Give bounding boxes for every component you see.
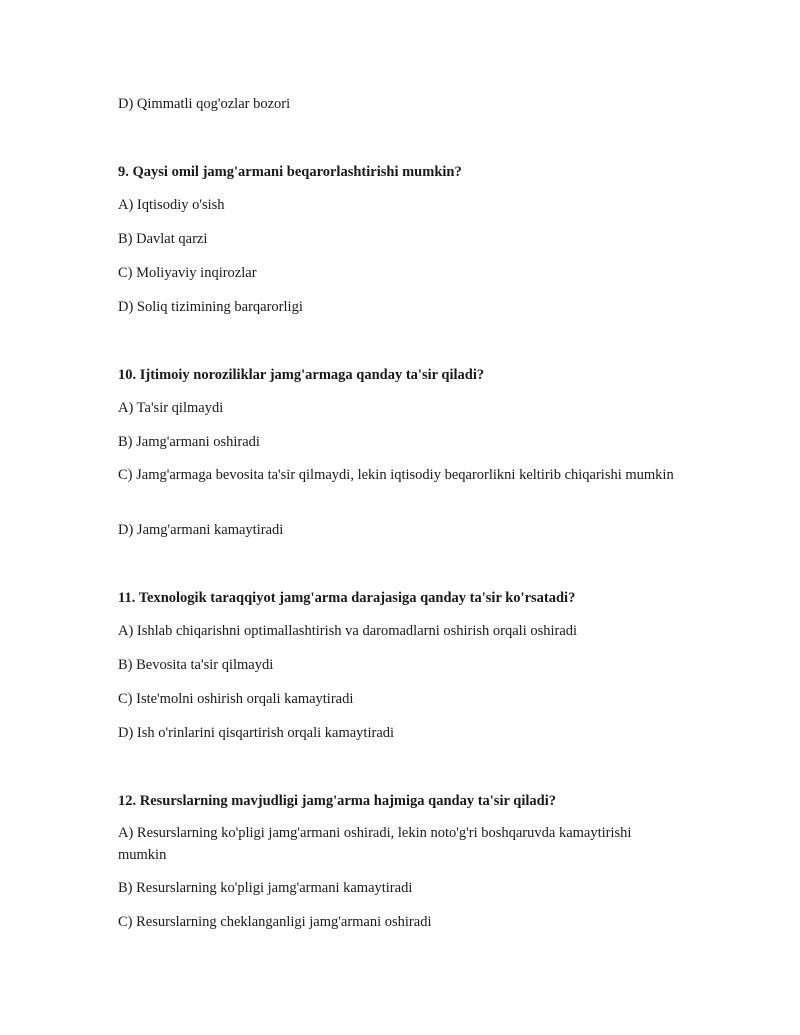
question-10: 10. Ijtimoiy noroziliklar jamg'armaga qanday ta'sir qiladi? bbox=[118, 367, 485, 383]
q9-option-d: D) Soliq tizimining barqarorligi bbox=[118, 299, 303, 315]
question-11: 11. Texnologik taraqqiyot jamg'arma darajasiga qanday ta'sir ko'rsatadi? bbox=[118, 590, 576, 606]
q9-option-b: B) Davlat qarzi bbox=[118, 231, 208, 247]
q12-option-b: B) Resurslarning ko'pligi jamg'armani kamaytiradi bbox=[118, 880, 413, 896]
option-prev-d: D) Qimmatli qog'ozlar bozori bbox=[118, 96, 291, 112]
q10-option-d: D) Jamg'armani kamaytiradi bbox=[118, 522, 284, 538]
question-12: 12. Resurslarning mavjudligi jamg'arma hajmiga qanday ta'sir qiladi? bbox=[118, 793, 556, 809]
q9-option-a: A) Iqtisodiy o'sish bbox=[118, 197, 225, 213]
q11-option-d: D) Ish o'rinlarini qisqartirish orqali kamaytiradi bbox=[118, 725, 395, 741]
q11-option-a: A) Ishlab chiqarishni optimallashtirish va daromadlarni oshirish orqali oshiradi bbox=[118, 623, 578, 639]
q12-option-a: A) Resurslarning ko'pligi jamg'armani oshiradi, lekin noto'g'ri boshqaruvda kamaytirishi mumkin bbox=[118, 825, 632, 863]
question-9: 9. Qaysi omil jamg'armani beqarorlashtirishi mumkin? bbox=[118, 164, 462, 180]
q10-option-b: B) Jamg'armani oshiradi bbox=[118, 434, 260, 450]
q11-option-b: B) Bevosita ta'sir qilmaydi bbox=[118, 657, 274, 673]
q9-option-c: C) Moliyaviy inqirozlar bbox=[118, 265, 257, 281]
q11-option-c: C) Iste'molni oshirish orqali kamaytiradi bbox=[118, 691, 354, 707]
q10-option-c: C) Jamg'armaga bevosita ta'sir qilmaydi, lekin iqtisodiy beqarorlikni keltirib chiqarishi mumkin bbox=[118, 467, 674, 483]
q10-option-a: A) Ta'sir qilmaydi bbox=[118, 400, 224, 416]
q12-option-c: C) Resurslarning cheklanganligi jamg'armani oshiradi bbox=[118, 914, 432, 930]
